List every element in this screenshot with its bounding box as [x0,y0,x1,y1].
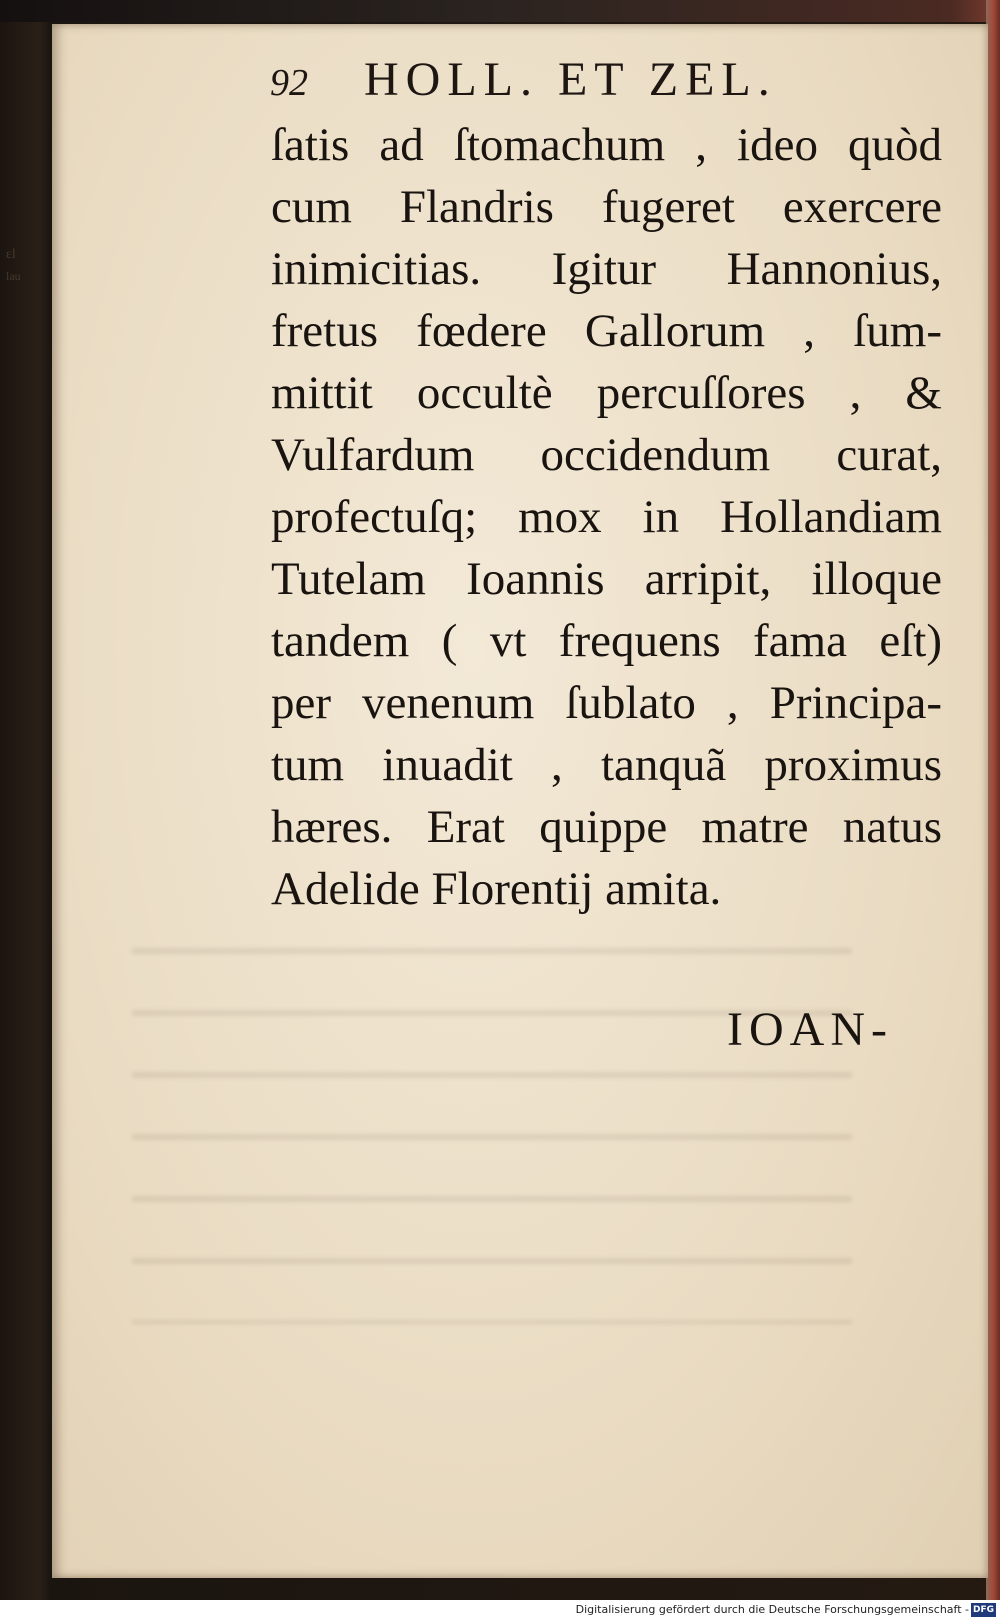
page-number: 92 [270,62,308,104]
text-line: hæres. Erat quippe matre natus [271,801,942,853]
svg-text:ɛl: ɛl [6,247,16,262]
text-line: inimicitias. Igitur Hannonius, [271,243,942,295]
text-line: tum inuadit , tanquã proximus [271,739,942,791]
dfg-logo: DFG [972,1605,994,1615]
book-edge [986,0,1000,1600]
text-line: ſatis ad ſtomachum , ideo quòd [271,119,942,171]
text-line: mittit occultè percuſſores , & [271,367,942,419]
text-line: Vulfardum occidendum curat, [271,429,942,481]
text-line: cum Flandris fugeret exercere [271,181,942,233]
previous-page-fragment [4,240,44,290]
svg-text:lau: lau [6,269,21,283]
text-line: Adelide Florentij amita. [271,863,722,915]
text-line: Tutelam Ioannis arripit, illoque [271,553,942,605]
digitization-credit: Digitalisierung gefördert durch die Deutsche Forschungsgemeinschaft - [575,1603,969,1616]
scan-top-edge [0,0,1000,22]
text-line: profectuſq; mox in Hollandiam [271,491,942,543]
text-line: fretus fœdere Gallorum , ſum- [271,305,942,357]
text-line: tandem ( vt frequens fama eſt) [271,615,942,667]
catchword: IOAN- [727,1003,893,1056]
reverse-side-show-through [132,904,852,1324]
running-title: HOLL. ET ZEL. [364,53,777,106]
body-text [271,114,951,920]
text-line: per venenum ſublato , Principa- [271,677,942,729]
running-head [270,52,890,108]
